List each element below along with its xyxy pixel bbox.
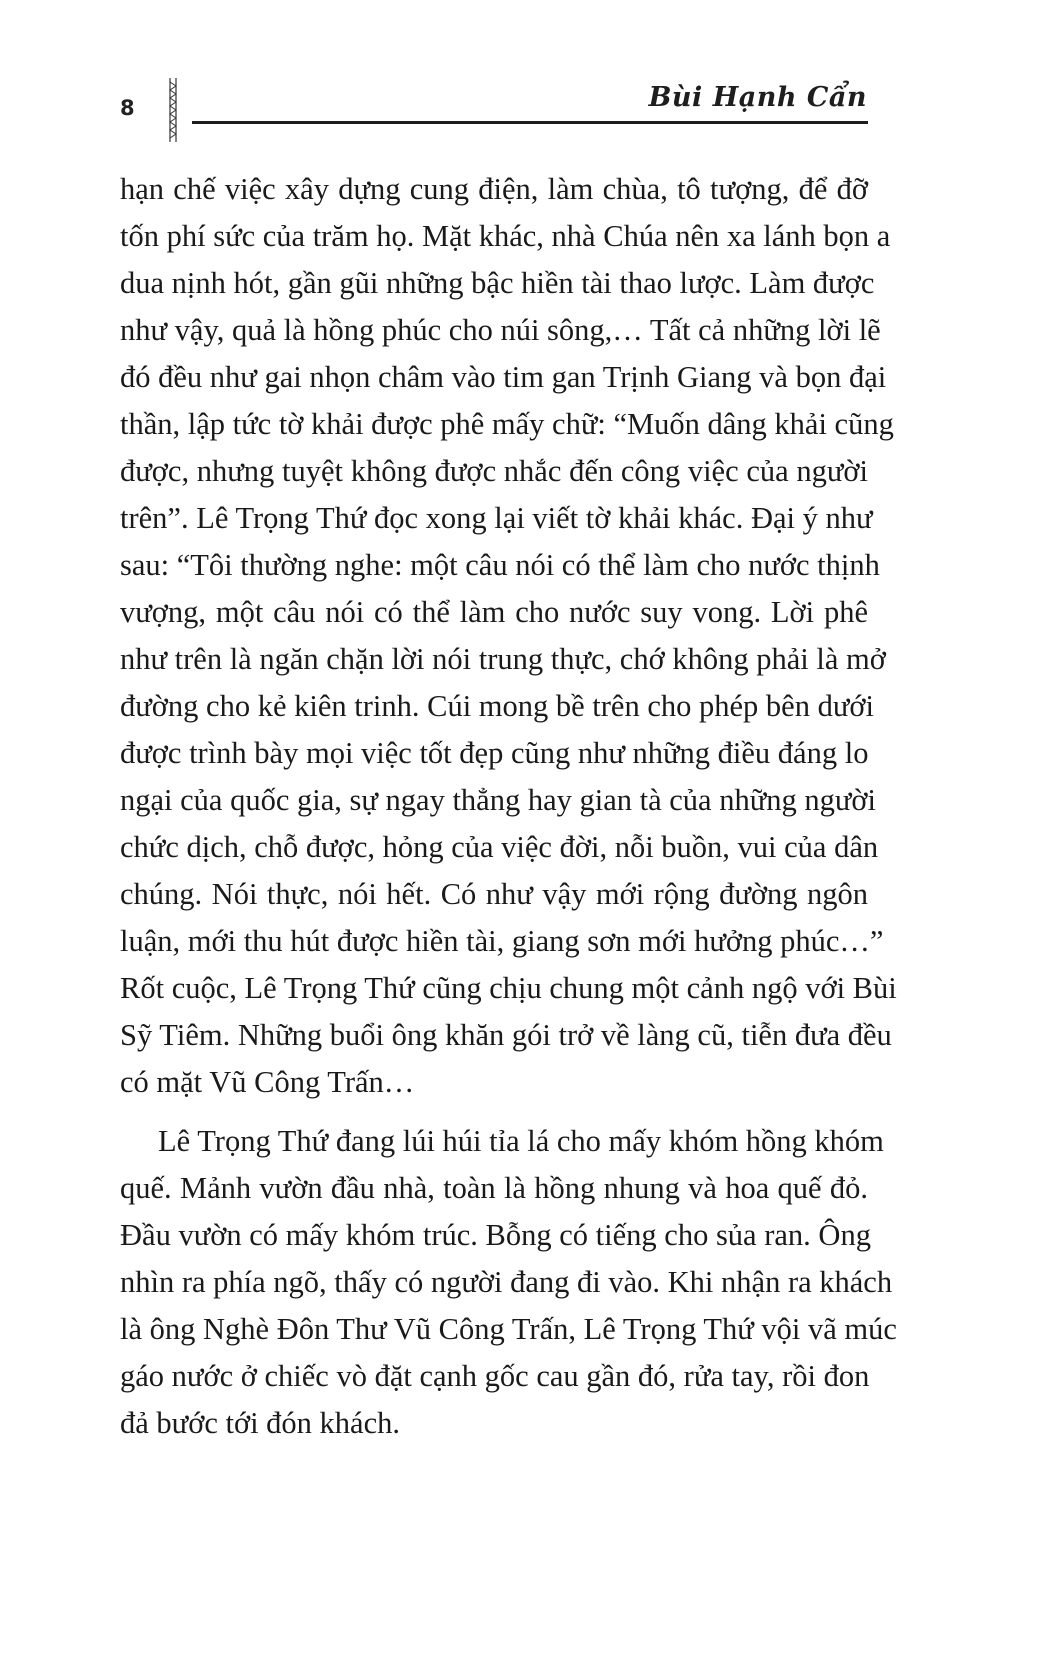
text-line: thần, lập tức tờ khải được phê mấy chữ: “Muốn dâng khải cũng xyxy=(120,407,894,441)
text-line: đó đều như gai nhọn châm vào tim gan Trịnh Giang và bọn đại xyxy=(120,360,887,394)
text-line: tốn phí sức của trăm họ. Mặt khác, nhà Chúa nên xa lánh bọn a xyxy=(120,219,891,253)
text-line: chức dịch, chỗ được, hỏng của việc đời, nỗi buồn, vui của dân xyxy=(120,830,879,864)
text-line: Lê Trọng Thứ đang lúi húi tỉa lá cho mấy khóm hồng khóm xyxy=(158,1124,884,1158)
text-line: đả bước tới đón khách. xyxy=(120,1406,401,1440)
text-line: quế. Mảnh vườn đầu nhà, toàn là hồng nhung và hoa quế đỏ. xyxy=(120,1171,868,1205)
text-line: dua nịnh hót, gần gũi những bậc hiền tài thao lược. Làm được xyxy=(120,266,875,300)
author-name: Bùi Hạnh Cẩn xyxy=(648,82,867,113)
text-line: là ông Nghè Đôn Thư Vũ Công Trấn, Lê Trọng Thứ vội vã múc xyxy=(120,1312,897,1346)
text-line: ngại của quốc gia, sự ngay thẳng hay gian tà của những người xyxy=(120,783,877,817)
text-line: đường cho kẻ kiên trinh. Cúi mong bề trên cho phép bên dưới xyxy=(120,689,874,723)
text-line: có mặt Vũ Công Trấn… xyxy=(120,1065,415,1099)
paragraph-2 xyxy=(120,1118,897,1447)
body-text xyxy=(120,166,897,1447)
text-line: luận, mới thu hút được hiền tài, giang sơn mới hưởng phúc…” xyxy=(120,924,884,958)
text-line: như vậy, quả là hồng phúc cho núi sông,… Tất cả những lời lẽ xyxy=(120,313,881,347)
text-line: Sỹ Tiêm. Những buổi ông khăn gói trở về làng cũ, tiễn đưa đều xyxy=(120,1018,892,1052)
text-line: vượng, một câu nói có thể làm cho nước suy vong. Lời phê xyxy=(120,595,868,629)
paragraph-1 xyxy=(120,166,897,1106)
text-line: nhìn ra phía ngõ, thấy có người đang đi vào. Khi nhận ra khách xyxy=(120,1265,893,1299)
paragraph-gap xyxy=(120,1106,868,1118)
text-line: gáo nước ở chiếc vò đặt cạnh gốc cau gần đó, rửa tay, rồi đon xyxy=(120,1359,870,1393)
text-line: được, nhưng tuyệt không được nhắc đến công việc của người xyxy=(120,454,868,488)
page-number: 8 xyxy=(120,96,135,120)
text-line: sau: “Tôi thường nghe: một câu nói có thể làm cho nước thịnh xyxy=(120,548,880,582)
text-line: như trên là ngăn chặn lời nói trung thực, chớ không phải là mở xyxy=(120,642,886,676)
text-line: trên”. Lê Trọng Thứ đọc xong lại viết tờ khải khác. Đại ý như xyxy=(120,501,873,535)
text-line: Đầu vườn có mấy khóm trúc. Bỗng có tiếng cho sủa ran. Ông xyxy=(120,1218,871,1252)
header-ornament-icon xyxy=(168,78,178,142)
text-line: được trình bày mọi việc tốt đẹp cũng như những điều đáng lo xyxy=(120,736,869,770)
text-line: Rốt cuộc, Lê Trọng Thứ cũng chịu chung một cảnh ngộ với Bùi xyxy=(120,971,897,1005)
header-rule xyxy=(192,121,868,124)
text-line: hạn chế việc xây dựng cung điện, làm chùa, tô tượng, để đỡ xyxy=(120,172,868,206)
text-line: chúng. Nói thực, nói hết. Có như vậy mới rộng đường ngôn xyxy=(120,877,868,911)
